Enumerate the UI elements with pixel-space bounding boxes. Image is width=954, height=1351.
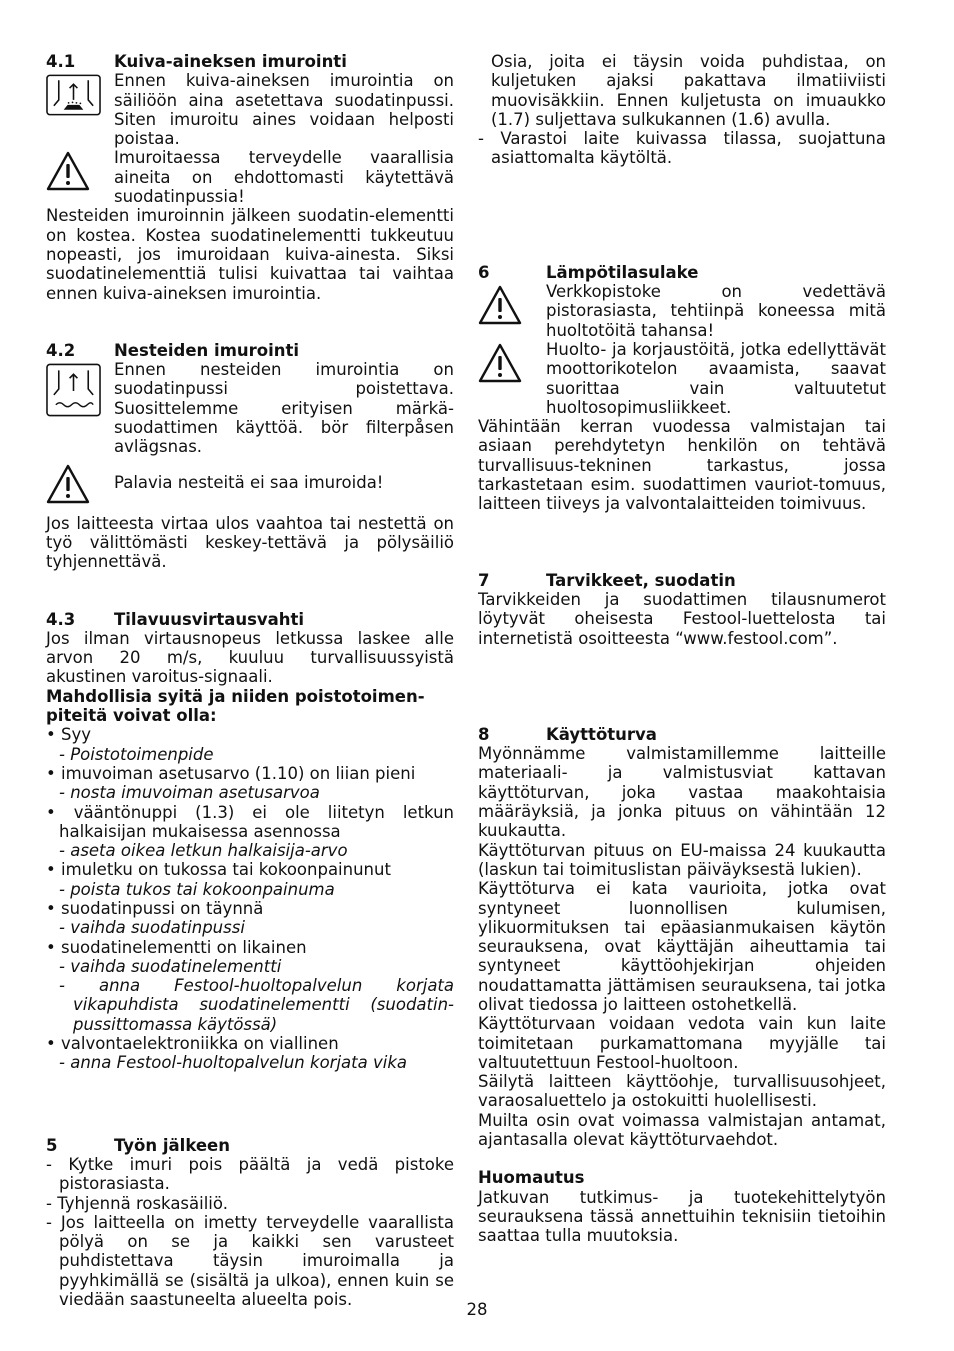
- paragraph: Säilytä laitteen käyttöohje, turvallisuusohjeet, varaosaluettelo ja ostokuitti huolellisesti.: [478, 1072, 886, 1111]
- section-5: [46, 1136, 454, 1310]
- paragraph: Jatkuvan tutkimus- ja tuotekehittelytyön seurauksena tässä annettuihin teknisiin tietoihin saattaa tulla muutoksia.: [478, 1187, 886, 1246]
- remedy-text: nosta imuvoiman asetusarvoa: [70, 783, 320, 803]
- remedy-text: anna Festool-huoltopalvelun korjata vikapuhdista suodatinelementti (suodatin-pussittomassa käytössä): [73, 976, 455, 1034]
- bold-intro: Mahdollisia syitä ja niiden poistotoimen-piteitä voivat olla:: [46, 686, 425, 726]
- list-item-text: Tyhjennä roskasäiliö.: [57, 1193, 228, 1213]
- list-item-text: Jos laitteella on imetty terveydelle vaarallista pölyä on se ja kaikki sen varusteet puhdistettava täysin imuroimalla ja pyyhkimällä se (sisältä ja ulkoa), ennen kuin se viedään saastuneelta alueelta pois.: [59, 1212, 454, 1310]
- section-heading: [46, 341, 454, 360]
- remedy-text: vaihda suodatinpussi: [70, 918, 245, 938]
- list-item: - Tyhjennä roskasäiliö.: [46, 1193, 228, 1213]
- service-warning-text: Huolto- ja korjaustöitä, jotka edellyttävät moottorikotelon avaamista, saavat suorittaa vain valtuutetut huoltosopimusliikkeet.: [546, 339, 886, 417]
- list-item-text: Varastoi laite kuivassa tilassa, suojattuna asiattomalta käytöltä.: [491, 129, 886, 168]
- remedy-item: - vaihda suodatinelementti: [59, 956, 282, 976]
- section-title: Lämpötilasulake: [546, 262, 699, 282]
- hazard-warning: [46, 148, 454, 206]
- section-title: Tilavuusvirtausvahti: [114, 609, 305, 629]
- flammable-warning: [46, 461, 454, 505]
- section-7: [478, 571, 886, 648]
- section-heading: [46, 610, 454, 629]
- paragraph: Vähintään kerran vuodessa valmistajan tai asiaan perehdytetyn henkilön on tehtävä turvallisuus-tekninen tarkastus, jossa tarkastetaan esim. suodattimen vauriot-tomuus, laitteen tiiveys ja valvontalaitteiden toimivuus.: [478, 417, 886, 514]
- remedy-item: - aseta oikea letkun halkaisija-arvo: [59, 841, 348, 861]
- remedy-item: - anna Festool-huoltopalvelun korjata vika: [59, 1053, 407, 1073]
- section-number: 8: [478, 724, 490, 744]
- section-title: Tarvikkeet, suodatin: [546, 570, 736, 590]
- hazard-warning-text: Imuroitaessa terveydelle vaarallisia aineita on ehdottomasti käytettävä suodatinpussia!: [114, 148, 454, 207]
- section-number: 4.1: [46, 52, 76, 71]
- section-title: Nesteiden imurointi: [114, 340, 300, 360]
- remedy-item: - nosta imuvoiman asetusarvoa: [59, 783, 320, 803]
- note-section: [478, 1168, 886, 1245]
- list-item: - Kytke imuri pois päältä ja vedä pistoke pistorasiasta.: [46, 1154, 454, 1194]
- section-number: 4.3: [46, 609, 76, 629]
- remedy-text: Poistotoimenpide: [70, 744, 214, 764]
- section-6: [478, 263, 886, 514]
- warning-triangle-icon: [478, 284, 522, 326]
- cause-item: • Syy: [46, 725, 91, 745]
- cause-text: suodatinpussi on täynnä: [60, 898, 264, 918]
- wet-vacuum-text: Ennen nesteiden imurointia on suodatinpussi poistettava. Suosittelemme erityisen märkä-suodattimen käyttöä. bör filterpåsen avlägsnas.: [114, 360, 454, 457]
- cause-item: • imuletku on tukossa tai kokoonpainunut: [46, 860, 391, 880]
- plug-warning-text: Verkkopistoke on vedettävä pistorasiasta, tehtiinpä koneessa mitä huoltotöitä tahansa!: [546, 282, 886, 340]
- paragraph: Myönnämme valmistamillemme laitteille materiaali- ja valmistusviat kattavan käyttöturvan, joka vastaa maakohtaisia määräyksiä, ja jonka pituus on vähintään 12 kuukautta.: [478, 744, 886, 841]
- dry-vacuum-filter-bag-icon: [46, 74, 101, 116]
- section-number: 6: [478, 262, 490, 282]
- wet-vacuum-icon: [46, 363, 101, 417]
- paragraph: Käyttöturvan pituus on EU-maissa 24 kuukautta (laskun tai toimituslistan päiväyksestä lukien).: [478, 840, 886, 879]
- warranty-paragraphs: [478, 744, 886, 1149]
- warning-triangle-icon: [46, 150, 90, 192]
- cause-list: [46, 725, 454, 1072]
- paragraph: Tarvikkeiden ja suodattimen tilausnumerot löytyvät oheisesta Festool-luettelosta tai internetistä osoitteesta “www.festool.com”.: [478, 589, 886, 648]
- section-number: 7: [478, 570, 490, 590]
- cause-text: imuletku on tukossa tai kokoonpainunut: [60, 860, 391, 880]
- page-number: 28: [466, 1300, 488, 1319]
- cause-item: • vääntönuppi (1.3) ei ole liitetyn letkun halkaisijan mukaisessa asennossa: [46, 802, 454, 841]
- remedy-item: - vaihda suodatinpussi: [59, 918, 245, 938]
- remedy-text: aseta oikea letkun halkaisija-arvo: [70, 841, 348, 861]
- section-8: [478, 725, 886, 1150]
- section-4-2: [46, 341, 454, 572]
- paragraph: Käyttöturvaan voidaan vedota vain kun laite toimitetaan purkamattomana myyjälle tai valtuutettuun Festool-huoltoon.: [478, 1014, 886, 1072]
- cause-text: suodatinelementti on likainen: [60, 937, 307, 957]
- remedy-item: - poista tukos tai kokoonpainuma: [59, 879, 335, 899]
- paragraph: Käyttöturva ei kata vaurioita, jotka ovat syntyneet luonnollisen kulumisen, ylikuormituksen tai epäasianmukaisen käytön seurauksena, ovat käyttäjän aiheuttamia tai syntyneet käyttöohjekirjan ohjeiden noudattamatta jättämisen seurauksena, tai jotka olivat tiedossa jo laitteen ostohetkellä.: [478, 879, 886, 1014]
- paragraph: Muilta osin ovat voimassa valmistajan antamat, ajantasalla olevat käyttöturvaehdot.: [478, 1110, 886, 1150]
- flammable-warning-text: Palavia nesteitä ei saa imuroida!: [114, 472, 384, 492]
- cause-text: imuvoiman asetusarvo (1.10) on liian pieni: [60, 763, 416, 783]
- cause-item: • valvontaelektroniikka on viallinen: [46, 1034, 339, 1054]
- warning-triangle-icon: [46, 463, 90, 505]
- section-title: Kuiva-aineksen imurointi: [114, 52, 347, 71]
- plug-warning: [478, 282, 886, 340]
- paragraph: Osia, joita ei täysin voida puhdistaa, on kuljetuken ajaksi pakattava ilmatiiviisti muovisäkkiin. Ennen kuljetusta on imuaukko (1.7) suljettava sulkukannen (1.6) avulla.: [491, 52, 886, 129]
- section-4-1: [46, 52, 454, 303]
- wet-vacuum-note: [46, 360, 454, 456]
- note-title: Huomautus: [478, 1168, 585, 1188]
- section-number: 4.2: [46, 340, 76, 360]
- remedy-text: poista tukos tai kokoonpainuma: [70, 879, 335, 899]
- section-heading: [478, 725, 886, 744]
- after-work-list: [46, 1155, 454, 1309]
- service-warning: [478, 340, 886, 417]
- cause-item: • suodatinelementti on likainen: [46, 937, 307, 957]
- continued-text: [478, 52, 886, 168]
- section-4-3: [46, 610, 454, 1073]
- cause-text: valvontaelektroniikka on viallinen: [60, 1034, 339, 1054]
- paragraph: Jos ilman virtausnopeus letkussa laskee alle arvon 20 m/s, kuuluu turvallisuussyistä akustinen varoitus-signaali.: [46, 628, 454, 687]
- cause-item: • suodatinpussi on täynnä: [46, 898, 264, 918]
- paragraph: Jos laitteesta virtaa ulos vaahtoa tai nestettä on työ välittömästi keskey-tettävä ja pölysäiliö tyhjennettävä.: [46, 513, 454, 572]
- section-heading: [46, 52, 454, 71]
- remedy-text: vaihda suodatinelementti: [70, 956, 282, 976]
- right-column: [478, 52, 886, 1246]
- section-heading: [46, 1136, 454, 1155]
- list-item-text: Kytke imuri pois päältä ja vedä pistoke pistorasiasta.: [59, 1154, 454, 1194]
- section-heading: [478, 571, 886, 590]
- left-column: [46, 52, 454, 1309]
- cause-text: vääntönuppi (1.3) ei ole liitetyn letkun halkaisijan mukaisessa asennossa: [59, 802, 454, 841]
- cause-text: Syy: [60, 725, 91, 745]
- section-number: 5: [46, 1135, 58, 1155]
- remedy-item: - anna Festool-huoltopalvelun korjata vikapuhdista suodatinelementti (suodatin-pussittomassa käytössä): [59, 976, 455, 1034]
- paragraph: Nesteiden imuroinnin jälkeen suodatin-elementti on kostea. Kostea suodatinelementti tukkeutuu nopeasti, jos imuroidaan kuiva-ainesta. Siksi suodatinelementtiä tulisi kuivattaa tai vaihtaa ennen kuiva-aineksen imurointia.: [46, 206, 454, 303]
- remedy-text: anna Festool-huoltopalvelun korjata vika: [70, 1053, 407, 1073]
- list-item: - Jos laitteella on imetty terveydelle vaarallista pölyä on se ja kaikki sen varusteet puhdistettava täysin imuroimalla ja pyyhkimällä se (sisältä ja ulkoa), ennen kuin se viedään saastuneelta alueelta pois.: [46, 1212, 454, 1310]
- section-title: Käyttöturva: [546, 724, 657, 744]
- remedy-item: - Poistotoimenpide: [59, 744, 214, 764]
- section-title: Työn jälkeen: [114, 1135, 230, 1155]
- cause-item: • imuvoiman asetusarvo (1.10) on liian pieni: [46, 763, 416, 783]
- section-heading: [478, 263, 886, 282]
- list-item: - Varastoi laite kuivassa tilassa, suojattuna asiattomalta käytöltä.: [478, 129, 886, 168]
- dry-vacuum-text: Ennen kuiva-aineksen imurointia on säiliöön aina asetettava suodatinpussi. Siten imuroitu aines voidaan helposti poistaa.: [114, 71, 454, 149]
- dry-vacuum-note: [46, 71, 454, 148]
- warning-triangle-icon: [478, 342, 522, 384]
